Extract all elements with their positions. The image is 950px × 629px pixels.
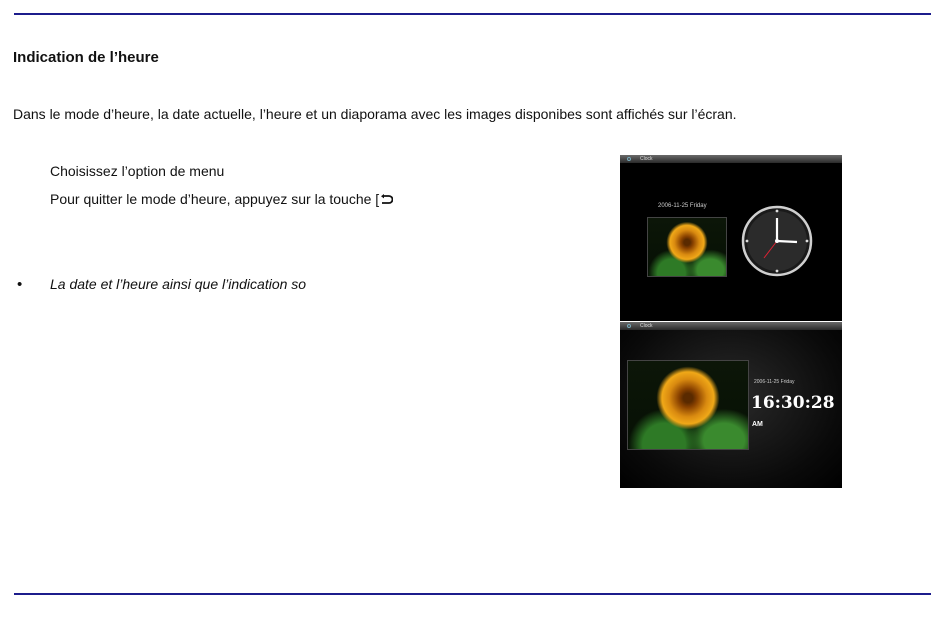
am-pm-indicator: AM [752,421,763,428]
top-divider [14,13,931,15]
slideshow-photo [627,360,749,450]
analog-clock-screenshot [620,155,842,321]
note-bullet: • [17,276,23,293]
bottom-divider [14,593,931,595]
analog-clock-icon [741,205,813,277]
slideshow-photo [647,217,727,277]
screen-title: Clock [640,156,653,162]
note-text: La date et l’heure ainsi que l’indication so [50,276,307,292]
intro-paragraph: Dans le mode d’heure, la date actuelle, l’heure et un diaporama avec les images disponibes sont affichés sur l’écran. [13,106,737,122]
digital-clock-screenshot [620,322,842,488]
step-exit-clock [50,191,393,209]
power-icon [627,324,631,328]
step-exit-clock-text: Pour quitter le mode d’heure, appuyez sur la touche [ [50,191,380,207]
step-choose-menu-text: Choisissez l’option de menu [50,163,225,179]
screen-title: Clock [640,323,653,329]
screen-date: 2006-11-25 Friday [658,203,707,209]
section-heading: Indication de l’heure [13,49,159,66]
digital-time: 16:30:28 [751,393,835,413]
screen-title-bar [620,155,842,163]
power-icon [627,157,631,161]
screen-date: 2006-11-25 Friday [754,379,795,385]
return-arrow-icon [380,193,393,209]
step-choose-menu [50,163,224,179]
screen-title-bar [620,322,842,330]
